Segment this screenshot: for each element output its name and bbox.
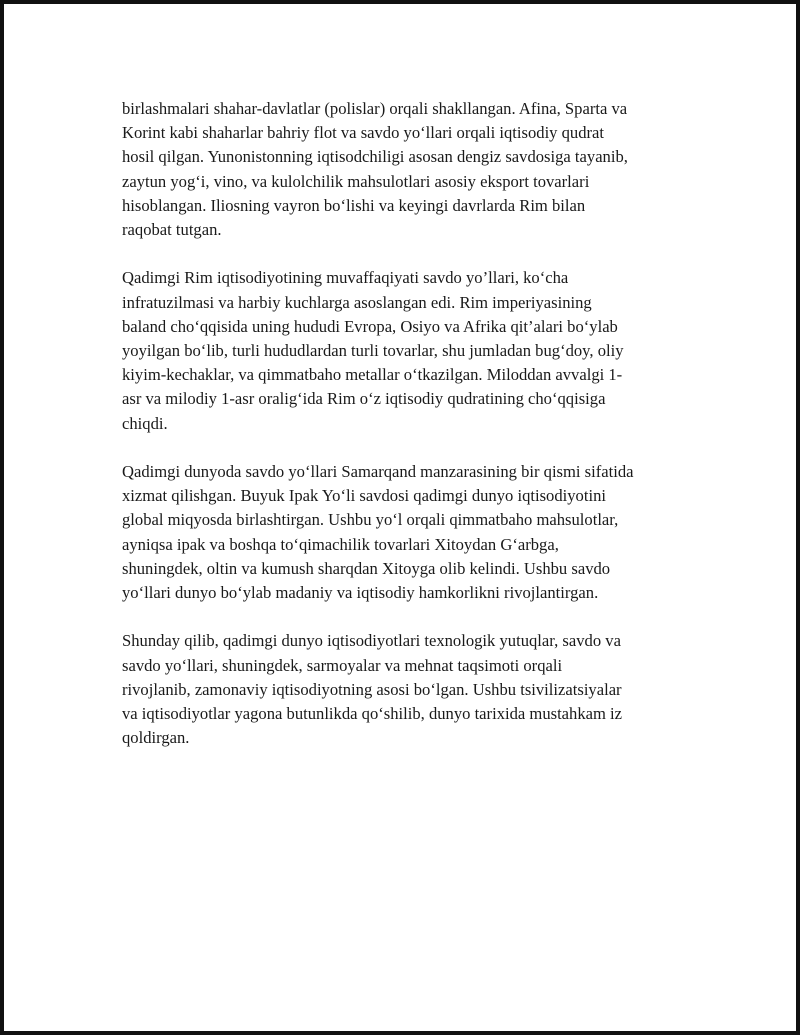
paragraph-conclusion: Shunday qilib, qadimgi dunyo iqtisodiyotlari texnologik yutuqlar, savdo va savdo yo‘llari, shuningdek, sarmoyalar va mehnat taqsimoti orqali rivojlanib, zamonaviy iqtisodiyotning asosi bo‘lgan. Ushbu tsivilizatsiyalar va iqtisodiyotlar yagona butunlikda qo‘shilib, dunyo tarixida mustahkam iz qoldirgan. <box>122 631 623 748</box>
document-body <box>122 97 692 775</box>
paragraph-silk-road: Qadimgi dunyoda savdo yo‘llari Samarqand manzarasining bir qismi sifatida xizmat qilishgan. Buyuk Ipak Yo‘li savdosi qadimgi dunyo iqtisodiyotini global miqyosda birlashtirgan. Ushbu yo‘l orqali qimmatbaho mahsulotlar, ayniqsa ipak va boshqa to‘qimachilik tovarlari Xitoydan G‘arbga, shuningdek, oltin va kumush sharqdan Xitoyga olib kelindi. Ushbu savdo yo‘llari dunyo bo‘ylab madaniy va iqtisodiy hamkorlikni rivojlantirgan. <box>122 462 634 603</box>
paragraph-greek-economy: birlashmalari shahar-davlatlar (polislar) orqali shakllangan. Afina, Sparta va Korint kabi shaharlar bahriy flot va savdo yo‘llari orqali iqtisodiy qudrat hosil qilgan. Yunonistonning iqtisodchiligi asosan dengiz savdosiga tayanib, zaytun yog‘i, vino, va kulolchilik mahsulotlari asosiy eksport tovarlari hisoblangan. Iliosning vayron bo‘lishi va keyingi davrlarda Rim bilan raqobat tutgan. <box>122 99 628 240</box>
paragraph-roman-economy: Qadimgi Rim iqtisodiyotining muvaffaqiyati savdo yo’llari, ko‘cha infratuzilmasi va harbiy kuchlarga asoslangan edi. Rim imperiyasining baland cho‘qqisida uning hududi Evropa, Osiyo va Afrika qit’alari bo‘ylab yoyilgan bo‘lib, turli hududlardan turli tovarlar, shu jumladan bug‘doy, oliy kiyim-kechaklar, va qimmatbaho metallar o‘tkazilgan. Miloddan avvalgi 1- asr va milodiy 1-asr oralig‘ida Rim o‘z iqtisodiy qudratining cho‘qqisiga chiqdi. <box>122 268 624 433</box>
